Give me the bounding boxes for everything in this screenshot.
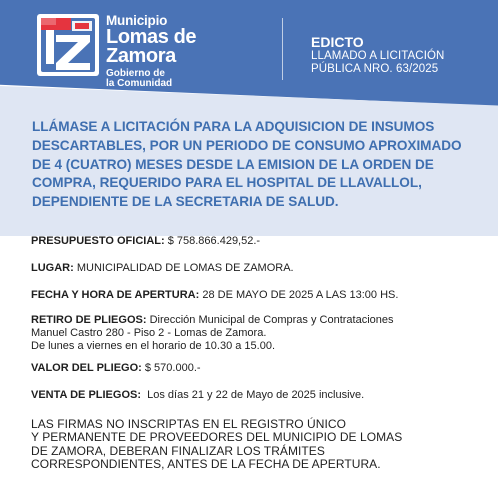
- brand-municipio: Municipio: [106, 13, 168, 28]
- presupuesto-label: PRESUPUESTO OFICIAL:: [31, 235, 165, 247]
- valor-label: VALOR DEL PLIEGO:: [31, 362, 142, 374]
- venta-row: [31, 389, 364, 402]
- fecha-value: 28 DE MAYO DE 2025 A LAS 13:00 HS.: [199, 289, 399, 301]
- footer-line-3: DE ZAMORA, DEBERAN FINALIZAR LOS TRÁMITES: [31, 443, 325, 458]
- retiro-label: RETIRO DE PLIEGOS:: [31, 314, 147, 326]
- footer-note: [31, 418, 486, 472]
- fecha-label: FECHA Y HORA DE APERTURA:: [31, 289, 200, 301]
- brand-block: [106, 14, 196, 89]
- presupuesto-row: [31, 235, 260, 248]
- lugar-row: [31, 262, 294, 275]
- edicto-block: [311, 34, 444, 76]
- brand-comunidad: la Comunidad: [106, 78, 173, 89]
- brand-lomas-de: Lomas de: [106, 26, 197, 48]
- footer-line-1: LAS FIRMAS NO INSCRIPTAS EN EL REGISTRO ÚNICO: [31, 417, 346, 431]
- brand-zamora: Zamora: [106, 45, 176, 67]
- lugar-value: MUNICIPALIDAD DE LOMAS DE ZAMORA.: [73, 262, 294, 274]
- retiro-row: [31, 314, 483, 353]
- venta-value: Los días 21 y 22 de Mayo de 2025 inclusive.: [141, 389, 365, 401]
- presupuesto-value: $ 758.866.429,52.-: [164, 235, 261, 247]
- footer-line-4: CORRESPONDIENTES, ANTES DE LA FECHA DE APERTURA.: [31, 457, 381, 472]
- retiro-line-3: De lunes a viernes en el horario de 10.30 a 15.00.: [31, 340, 275, 352]
- footer-line-2: Y PERMANENTE DE PROVEEDORES DEL MUNICIPIO DE LOMAS: [31, 430, 403, 445]
- fecha-row: [31, 289, 398, 302]
- valor-row: [31, 362, 201, 375]
- retiro-line-2: Manuel Castro 280 - Piso 2 - Lomas de Zamora.: [31, 327, 267, 339]
- venta-label: VENTA DE PLIEGOS:: [31, 389, 142, 401]
- brand-gobierno: Gobierno de: [106, 68, 165, 79]
- edicto-title: EDICTO: [311, 34, 364, 50]
- header-divider: [282, 18, 283, 80]
- valor-value: $ 570.000.-: [141, 362, 201, 374]
- headline-text: LLÁMASE A LICITACIÓN PARA LA ADQUISICION DE INSUMOS DESCARTABLES, POR UN PERIODO DE CONSUMO APROXIMADO DE 4 (CUATRO) MESES DESDE LA EMISION DE LA ORDEN DE COMPRA, REQUERIDO PARA EL HOSPITAL DE LLAVALLOL, DEPENDIENTE DE LA SECRETARIA DE SALUD.: [32, 119, 462, 210]
- edicto-subtitle-1: LLAMADO A LICITACIÓN: [311, 50, 445, 62]
- lugar-label: LUGAR:: [31, 262, 74, 274]
- municipio-logo-icon: [36, 13, 100, 77]
- retiro-line-1: Dirección Municipal de Compras y Contrataciones: [146, 314, 394, 326]
- edicto-subtitle-2: PÚBLICA NRO. 63/2025: [311, 63, 439, 75]
